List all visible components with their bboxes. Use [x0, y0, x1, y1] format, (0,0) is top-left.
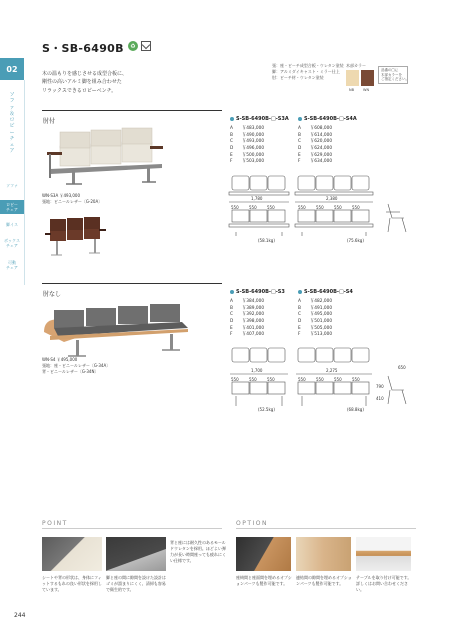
- option-heading: OPTION: [236, 520, 268, 527]
- option-caption-2: 連結間の隙間を埋めるオプションパーツも製作可能です。: [296, 575, 352, 586]
- price-row: F ￥407,000: [230, 332, 265, 338]
- price-row: D ￥624,000: [298, 145, 333, 151]
- price-row: C ￥495,000: [298, 312, 333, 318]
- price-list-s3: [230, 299, 264, 339]
- price-row: C ￥493,000: [230, 139, 265, 145]
- price-row: F ￥634,000: [298, 159, 333, 165]
- point-rule: [42, 528, 222, 529]
- dim-total-s4: 2,275: [326, 368, 338, 373]
- price-row: D ￥496,000: [230, 145, 265, 151]
- armrest-bench-brown-photo: [42, 215, 114, 257]
- dim-seat-s3: 550: [267, 377, 275, 382]
- no-armrest-product-caption: WN-S4 ￥495,000 張地：座・ビニールレザー〔G-34A〕 背・ビニールレザー〔G-34N〕: [42, 357, 111, 374]
- option-rule: [236, 528, 416, 529]
- option-photo-3: [356, 537, 411, 571]
- armrest-bench-photo: [42, 124, 170, 190]
- price-row: F ￥503,000: [230, 159, 265, 165]
- side-profile-drawing-armrest: [384, 200, 410, 236]
- side-profile-drawing-no-armrest: [384, 372, 410, 408]
- price-list-s4: [298, 299, 332, 339]
- swatch-wn: [361, 70, 374, 86]
- option-photo-2: [296, 537, 351, 571]
- model-name-s4: S-SB-6490B-□-S4: [298, 289, 353, 295]
- model-name-s4a: S-SB-6490B-□-S4A: [298, 116, 357, 122]
- dim-seat-s4a: 550: [352, 205, 360, 210]
- section-rule: [42, 110, 222, 111]
- dim-seat-s3a: 550: [267, 205, 275, 210]
- price-row: E ￥500,000: [230, 152, 265, 158]
- option-photo-1: [236, 537, 291, 571]
- option-caption-1: 座椅間と座面間を埋めるオプションパーツも製作可能です。: [236, 575, 292, 586]
- price-row: E ￥629,000: [298, 152, 333, 158]
- section-rule: [42, 283, 222, 284]
- dim-seat-s4a: 550: [298, 205, 306, 210]
- armrest-product-caption: WN-S3A ￥493,000 張地：ビニールレザー〔G-20A〕: [42, 193, 103, 204]
- price-row: B ￥491,000: [298, 305, 333, 311]
- section-label-no-armrest: 肘なし: [43, 291, 62, 298]
- price-row: D ￥501,000: [298, 318, 333, 324]
- dim-seat-s4a: 550: [334, 205, 342, 210]
- sidebar-item[interactable]: 可動 チェア: [6, 260, 18, 271]
- mail-icon: [141, 41, 151, 51]
- sidebar-divider: [24, 80, 25, 285]
- side-dim: 650: [398, 365, 406, 370]
- option-caption-3: テーブルを取り付け可能です。詳しくはお問い合わせください。: [356, 575, 412, 592]
- color-note: 品番の□に 木部カラーを ご指定ください。: [381, 68, 409, 82]
- price-row: B ￥389,000: [230, 305, 265, 311]
- no-armrest-bench-photo: [42, 298, 192, 362]
- dim-total-s3: 1,700: [251, 368, 263, 373]
- sidebar-item[interactable]: 脚イス: [6, 222, 18, 227]
- sidebar-item[interactable]: ボックス チェア: [4, 238, 20, 249]
- dim-seat-s3: 550: [231, 377, 239, 382]
- point-caption-3: 背と座には耐久性のあるモールドウレタンを採用。ほどよい弾力が長い時間座っても疲れにくい仕様です。: [170, 540, 226, 563]
- price-row: D ￥398,000: [230, 318, 265, 324]
- side-dim: 790: [376, 384, 384, 389]
- price-row: B ￥614,000: [298, 132, 333, 138]
- point-caption-1: シートや背の形状は、身体にフィットするもれの良い形状を採用しています。: [42, 575, 102, 592]
- dim-total-s4a: 2,380: [326, 196, 338, 201]
- wood-color-heading: 木部カラー: [346, 63, 366, 68]
- price-row: E ￥505,000: [298, 325, 333, 331]
- price-row: A ￥384,000: [230, 299, 265, 304]
- side-dim: 410: [376, 396, 384, 401]
- sidebar-item[interactable]: ソファ: [6, 183, 18, 188]
- point-heading: POINT: [42, 520, 68, 527]
- price-row: C ￥392,000: [230, 312, 265, 318]
- price-list-s3a: [230, 126, 264, 166]
- price-row: A ￥608,000: [298, 126, 333, 131]
- dim-seat-s3a: 550: [231, 205, 239, 210]
- page-title: S・SB-6490B: [42, 42, 124, 55]
- price-row: B ￥490,000: [230, 132, 265, 138]
- dim-seat-s4: 550: [352, 377, 360, 382]
- weight-s3a: (58.1kg): [258, 238, 275, 243]
- dim-seat-s3: 550: [249, 377, 257, 382]
- section-label-armrest: 肘付: [43, 118, 56, 125]
- model-name-s3a: S-SB-6490B-□-S3A: [230, 116, 289, 122]
- price-row: C ￥620,000: [298, 139, 333, 145]
- dim-seat-s4: 550: [334, 377, 342, 382]
- chapter-tab[interactable]: 02: [0, 58, 24, 80]
- price-row: A ￥482,000: [298, 299, 333, 304]
- product-intro: 木の温もりを感じさせる成型合板に、 剛性の高いアルミ脚を組み合わせた リラックスできるロビーベンチ。: [42, 71, 128, 94]
- weight-s4a: (75.6kg): [347, 238, 364, 243]
- weight-s4: (68.8kg): [347, 407, 364, 412]
- materials-list: 張：座・ビーチ成型合板・ウレタン塗装 脚：アルミダイキャスト・ミラー仕上 肘：ビーチ材・ウレタン塗装: [272, 63, 344, 81]
- eco-mark-icon: ♻: [128, 41, 138, 51]
- dim-seat-s4: 550: [316, 377, 324, 382]
- weight-s3: (52.5kg): [258, 407, 275, 412]
- price-row: A ￥483,000: [230, 126, 265, 131]
- dim-seat-s4a: 550: [316, 205, 324, 210]
- point-photo-1: [42, 537, 102, 571]
- point-photo-2: [106, 537, 166, 571]
- dim-total-s3a: 1,780: [251, 196, 263, 201]
- dim-seat-s4: 550: [298, 377, 306, 382]
- model-name-s3: S-SB-6490B-□-S3: [230, 289, 285, 295]
- sidebar-item[interactable]: ロビー チェア: [0, 200, 24, 214]
- swatch-label: WN: [363, 88, 370, 92]
- swatch-nb: [346, 70, 359, 86]
- price-row: E ￥401,000: [230, 325, 265, 331]
- dim-seat-s3a: 550: [249, 205, 257, 210]
- price-list-s4a: [298, 126, 332, 166]
- swatch-label: NB: [349, 88, 355, 92]
- point-caption-2: 脚と座の間に隙間を設けた設計はゴミが溜まりにくく、清掃も容易で衛生的です。: [106, 575, 166, 592]
- sidebar-category: ソ フ ァ ＆ ロ ビ ー チ ェ ア: [9, 92, 15, 155]
- price-row: F ￥513,000: [298, 332, 333, 338]
- page-number: 244: [14, 612, 26, 619]
